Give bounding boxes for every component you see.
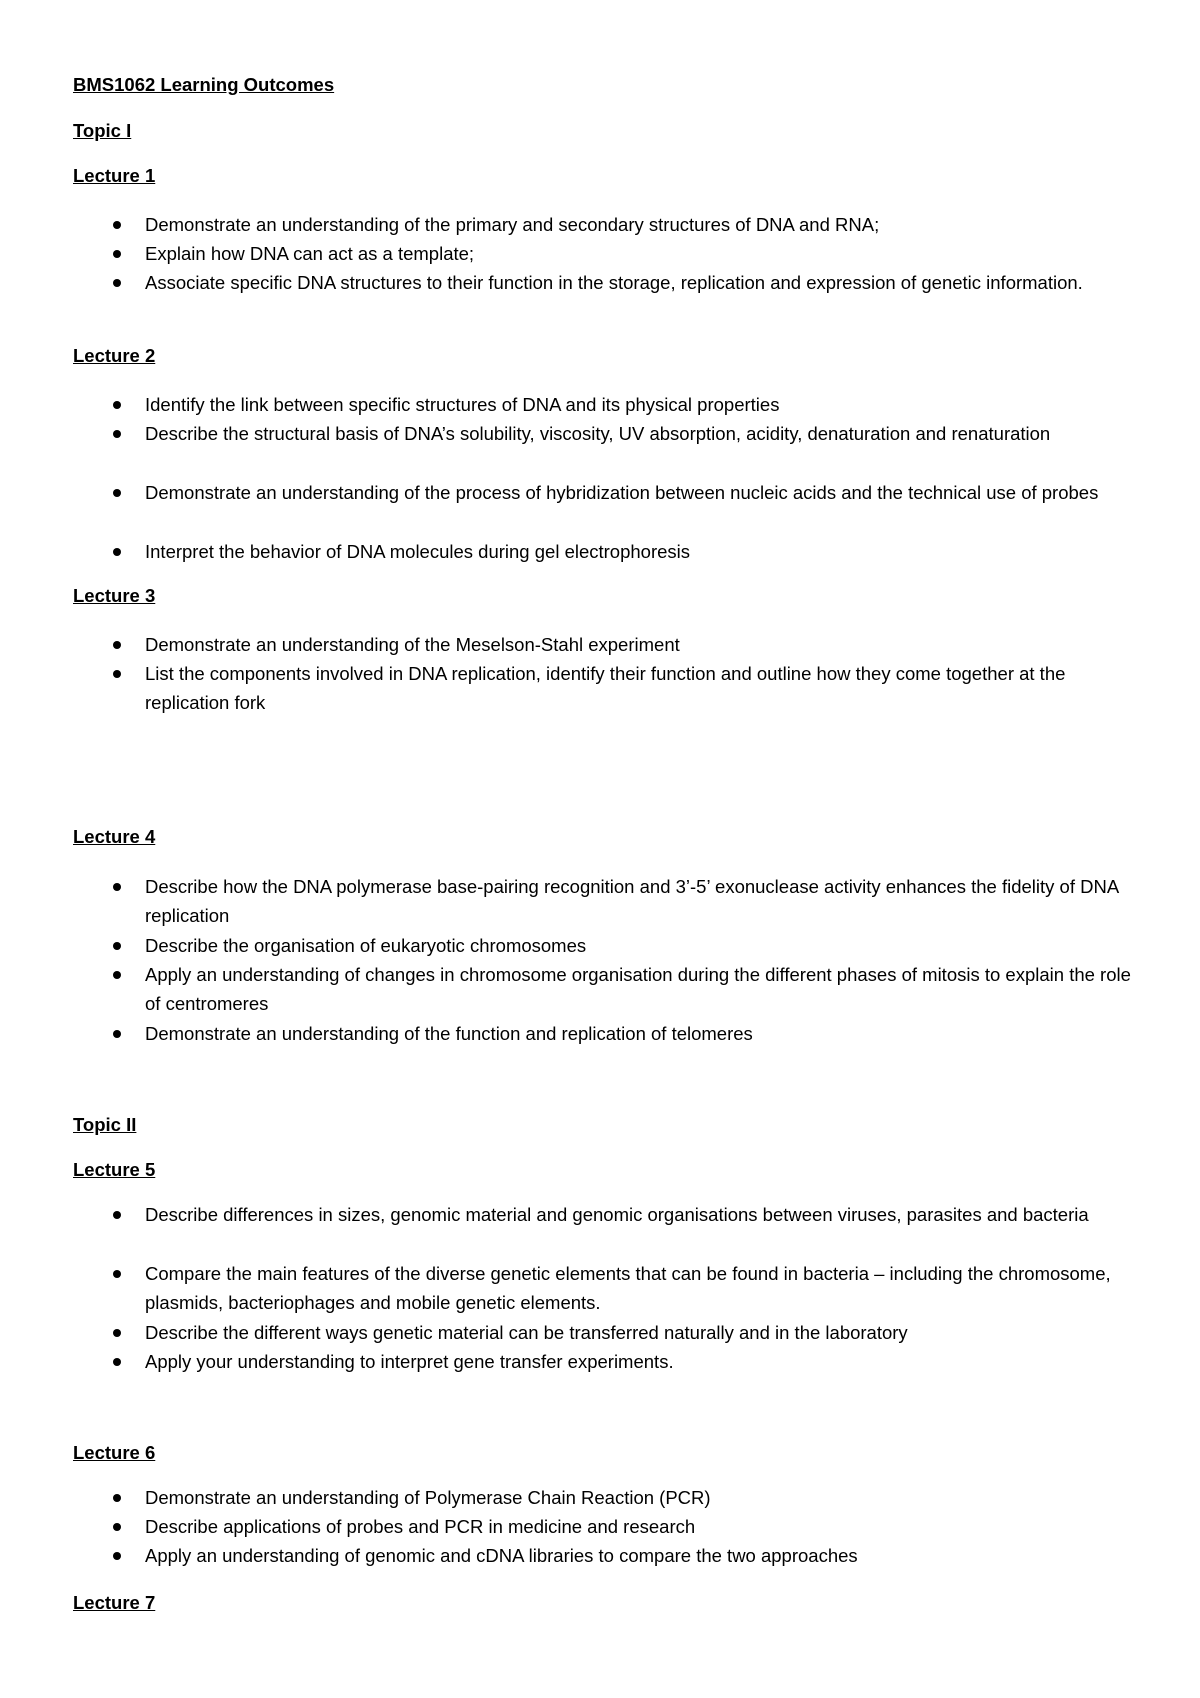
bullet-icon: [113, 430, 121, 438]
bullet-icon: [113, 489, 121, 497]
lecture-1-heading: Lecture 1: [73, 165, 156, 186]
bullet-icon: [113, 942, 121, 950]
bullet-icon: [113, 1523, 121, 1531]
lecture-5-heading: Lecture 5: [73, 1159, 156, 1180]
bullet-icon: [113, 1358, 121, 1366]
bullet-icon: [113, 1270, 121, 1278]
lecture-1-outcome-2: Explain how DNA can act as a template;: [145, 239, 1135, 268]
lecture-4-outcome-3: Apply an understanding of changes in chromosome organisation during the different phases of mitosis to explain the role of centromeres: [145, 960, 1135, 1018]
document-title: BMS1062 Learning Outcomes: [73, 74, 335, 95]
topic-1-heading: Topic I: [73, 120, 132, 141]
lecture-4-outcome-4: Demonstrate an understanding of the function and replication of telomeres: [145, 1019, 1135, 1048]
bullet-icon: [113, 1329, 121, 1337]
bullet-icon: [113, 279, 121, 287]
lecture-2-heading: Lecture 2: [73, 345, 156, 366]
lecture-5-outcome-1: Describe differences in sizes, genomic material and genomic organisations between viruses, parasites and bacteria: [145, 1200, 1135, 1229]
bullet-icon: [113, 670, 121, 678]
lecture-2-outcome-4: Interpret the behavior of DNA molecules during gel electrophoresis: [145, 537, 1135, 566]
topic-2-heading: Topic II: [73, 1114, 137, 1135]
lecture-6-outcome-3: Apply an understanding of genomic and cDNA libraries to compare the two approaches: [145, 1541, 1135, 1570]
bullet-icon: [113, 883, 121, 891]
lecture-1-outcome-1: Demonstrate an understanding of the primary and secondary structures of DNA and RNA;: [145, 210, 1135, 239]
lecture-2-outcome-1: Identify the link between specific structures of DNA and its physical properties: [145, 390, 1135, 419]
lecture-5-outcome-2: Compare the main features of the diverse genetic elements that can be found in bacteria – including the chromosome, plasmids, bacteriophages and mobile genetic elements.: [145, 1259, 1135, 1317]
lecture-4-heading: Lecture 4: [73, 826, 156, 847]
lecture-6-heading: Lecture 6: [73, 1442, 156, 1463]
lecture-5-outcome-3: Describe the different ways genetic material can be transferred naturally and in the laboratory: [145, 1318, 1135, 1347]
bullet-icon: [113, 971, 121, 979]
lecture-2-outcome-2: Describe the structural basis of DNA’s solubility, viscosity, UV absorption, acidity, denaturation and renaturation: [145, 419, 1135, 448]
bullet-icon: [113, 1030, 121, 1038]
bullet-icon: [113, 641, 121, 649]
lecture-6-outcome-1: Demonstrate an understanding of Polymerase Chain Reaction (PCR): [145, 1483, 1135, 1512]
lecture-6-outcome-2: Describe applications of probes and PCR in medicine and research: [145, 1512, 1135, 1541]
bullet-icon: [113, 548, 121, 556]
bullet-icon: [113, 250, 121, 258]
lecture-5-outcome-4: Apply your understanding to interpret gene transfer experiments.: [145, 1347, 1135, 1376]
lecture-3-outcome-1: Demonstrate an understanding of the Meselson-Stahl experiment: [145, 630, 1135, 659]
lecture-7-heading: Lecture 7: [73, 1592, 156, 1613]
bullet-icon: [113, 1211, 121, 1219]
lecture-4-outcome-2: Describe the organisation of eukaryotic chromosomes: [145, 931, 1135, 960]
lecture-2-outcome-3: Demonstrate an understanding of the process of hybridization between nucleic acids and the technical use of probes: [145, 478, 1135, 507]
bullet-icon: [113, 1494, 121, 1502]
lecture-3-outcome-2: List the components involved in DNA replication, identify their function and outline how they come together at the replication fork: [145, 659, 1135, 717]
lecture-4-outcome-1: Describe how the DNA polymerase base-pairing recognition and 3’-5’ exonuclease activity enhances the fidelity of DNA replication: [145, 872, 1135, 930]
bullet-icon: [113, 1552, 121, 1560]
lecture-1-outcome-3: Associate specific DNA structures to their function in the storage, replication and expression of genetic information.: [145, 268, 1135, 297]
bullet-icon: [113, 221, 121, 229]
lecture-3-heading: Lecture 3: [73, 585, 156, 606]
bullet-icon: [113, 401, 121, 409]
